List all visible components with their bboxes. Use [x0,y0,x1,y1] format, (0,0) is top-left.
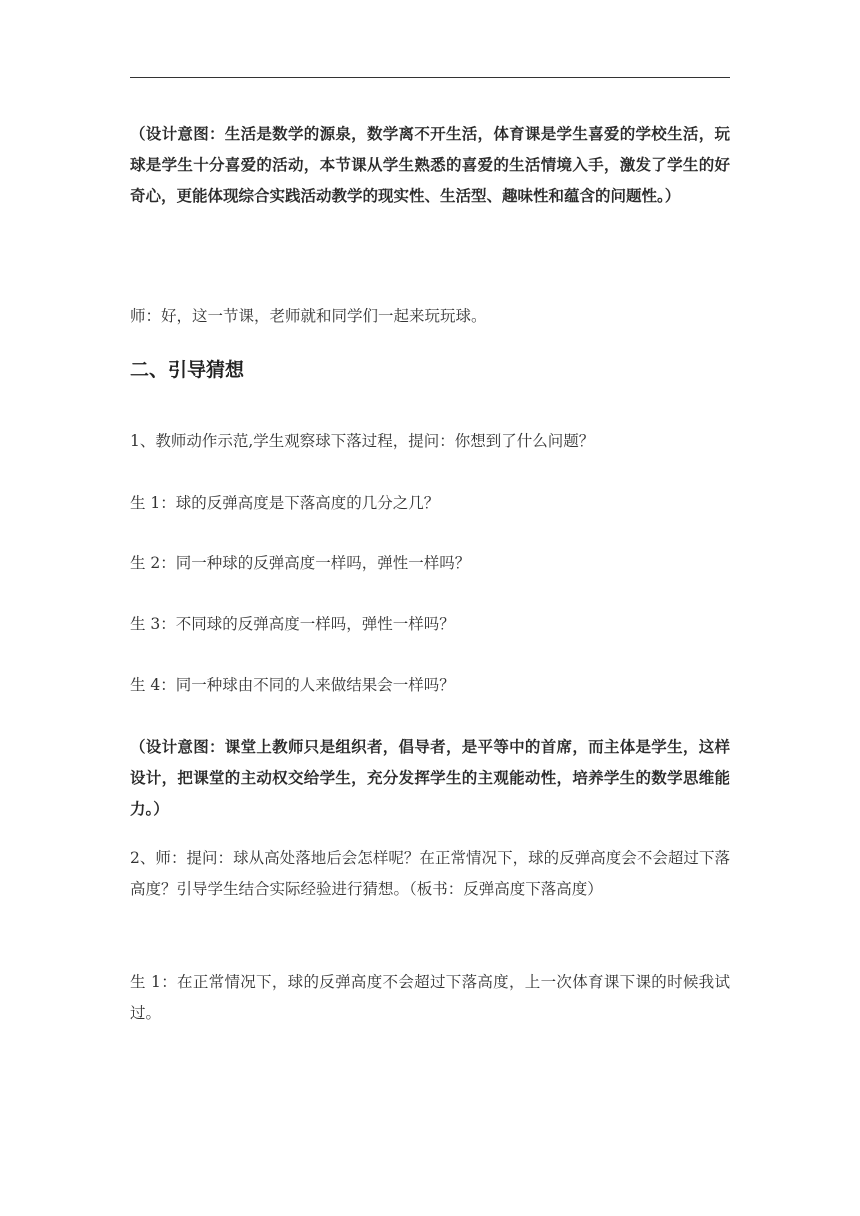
document-page [130,0,730,1216]
section-heading: 二、引导猜想 [130,359,245,381]
student-question-4: 生 4：同一种球由不同的人来做结果会一样吗？ [130,676,455,694]
student-question-1: 生 1：球的反弹高度是下落高度的几分之几？ [130,494,440,512]
design-intent-paragraph-2: （设计意图：课堂上教师只是组织者，倡导者，是平等中的首席，而主体是学生，这样设计，把课堂的主动权交给学生，充分发挥学生的主观能动性，培养学生的数学思维能力。） [130,737,730,818]
student-answer: 生 1：在正常情况下，球的反弹高度不会超过下落高度，上一次体育课下课的时候我试过。 [130,973,730,1022]
student-question-3: 生 3：不同球的反弹高度一样吗，弹性一样吗？ [130,615,455,633]
student-question-2: 生 2：同一种球的反弹高度一样吗，弹性一样吗？ [130,554,471,572]
demo-question: 1、教师动作示范,学生观察球下落过程，提问：你想到了什么问题？ [130,432,595,450]
teacher-line: 师：好，这一节课，老师就和同学们一起来玩玩球。 [130,307,487,325]
header-rule [130,77,730,78]
design-intent-paragraph: （设计意图：生活是数学的源泉，数学离不开生活，体育课是学生喜爱的学校生活，玩球是学生十分喜爱的活动，本节课从学生熟悉的喜爱的生活情境入手，激发了学生的好奇心，更能体现综合实践活动教学的现实性、生活型、趣味性和蕴含的问题性。） [130,124,730,205]
teacher-prompt: 2、师：提问：球从高处落地后会怎样呢？在正常情况下，球的反弹高度会不会超过下落高度？引导学生结合实际经验进行猜想。（板书：反弹高度下落高度） [130,849,730,898]
